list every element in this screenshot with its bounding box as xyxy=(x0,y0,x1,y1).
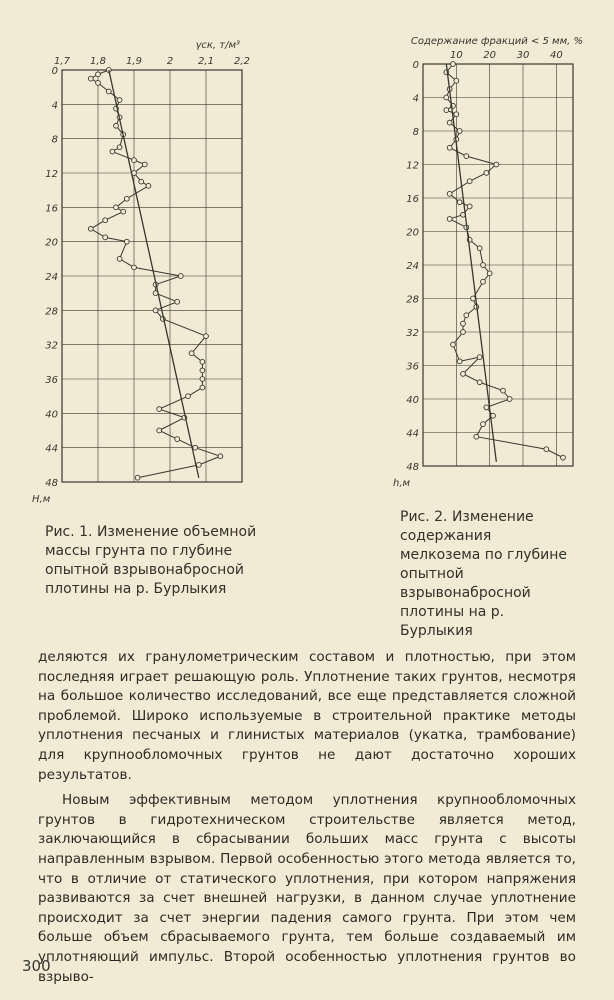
data-point xyxy=(200,377,205,382)
data-point xyxy=(481,422,486,427)
data-point xyxy=(121,209,126,214)
y-tick-label: 40 xyxy=(45,409,58,421)
y-tick-label: 0 xyxy=(412,60,419,71)
data-point xyxy=(153,308,158,313)
data-point xyxy=(464,154,469,159)
data-point xyxy=(457,129,462,134)
y-tick-label: 8 xyxy=(412,127,419,138)
data-point xyxy=(157,428,162,433)
data-point xyxy=(178,274,183,279)
body-text xyxy=(38,648,576,987)
data-point xyxy=(114,123,119,128)
data-point xyxy=(501,388,506,393)
chart-1 xyxy=(20,30,260,510)
x-axis-label: γск, т/м³ xyxy=(195,40,240,51)
x-tick-label: 20 xyxy=(483,50,497,61)
data-point xyxy=(135,475,140,480)
figure-2-caption: Рис. 2. Изменение содержания мелкозема по глубине опытной взрывонабросной плотины на р. Бурлыкия xyxy=(400,509,568,639)
y-tick-label: 0 xyxy=(51,66,58,77)
data-point xyxy=(477,355,482,360)
x-tick-label: 2,1 xyxy=(198,56,214,67)
y-tick-label: 36 xyxy=(45,375,58,386)
data-point xyxy=(447,120,452,125)
data-point xyxy=(200,385,205,390)
data-point xyxy=(454,112,459,117)
data-point xyxy=(106,89,111,94)
x-tick-label: 1,9 xyxy=(126,56,142,67)
data-point xyxy=(464,313,469,318)
y-tick-label: 48 xyxy=(406,462,419,473)
measured-series-line xyxy=(446,64,563,458)
y-tick-label: 16 xyxy=(406,194,419,205)
data-point xyxy=(487,271,492,276)
paragraph-1: деляются их гранулометрическим составом и плотностью, при этом последняя играет решающую роль. Уплотнение таких грунтов, несмотря на большое количество исследований, все еще представляется сложной проблемой. Широко используемые в строительной практике методы уплотнения песчаных и глинистых материалов (укатка, трамбование) для крупнообломочных грунтов не дают достаточно хороших результатов. xyxy=(38,649,576,783)
y-tick-label: 40 xyxy=(406,395,419,406)
paragraph-2: Новым эффективным методом уплотнения крупнообломочных грунтов в гидротехническом строительстве является метод, заключающийся в сбрасывании больших масс грунта с высоты направленным взрывом. Первой особенностью этого метода является то, что в отличие от статического уплотнения, при котором напряжения развиваются за счет внешней нагрузки, в данном случае уплотнение происходит за счет энергии падения самого грунта. При этом чем больше объем сбрасываемого грунта, тем больше создаваемый им уплотняющий импульс. Второй особенностью уплотнения грунтов во взрыво- xyxy=(38,792,576,985)
data-point xyxy=(507,397,512,402)
data-point xyxy=(103,218,108,223)
data-point xyxy=(193,445,198,450)
page-number: 300 xyxy=(22,957,51,975)
y-tick-label: 32 xyxy=(406,328,419,339)
data-point xyxy=(88,226,93,231)
data-point xyxy=(447,145,452,150)
data-point xyxy=(114,205,119,210)
data-point xyxy=(175,299,180,304)
data-point xyxy=(204,334,209,339)
data-point xyxy=(110,149,115,154)
data-point xyxy=(477,246,482,251)
data-point xyxy=(471,296,476,301)
data-point xyxy=(157,407,162,412)
data-point xyxy=(175,437,180,442)
data-point xyxy=(103,235,108,240)
data-point xyxy=(88,76,93,81)
data-point xyxy=(186,394,191,399)
data-point xyxy=(484,405,489,410)
data-point xyxy=(454,78,459,83)
data-point xyxy=(481,263,486,268)
data-point xyxy=(117,145,122,150)
chart-title: Содержание фракций < 5 мм, % xyxy=(410,36,583,47)
y-tick-label: 24 xyxy=(45,272,58,283)
y-tick-label: 4 xyxy=(412,93,419,105)
trend-line xyxy=(446,64,496,462)
x-tick-label: 2 xyxy=(166,56,174,67)
y-tick-label: 44 xyxy=(45,443,58,455)
data-point xyxy=(142,162,147,167)
measured-series-line xyxy=(91,70,221,478)
y-tick-label: 20 xyxy=(406,227,419,239)
x-tick-label: 40 xyxy=(549,50,563,61)
data-point xyxy=(124,196,129,201)
y-axis-label: Н,м xyxy=(32,494,51,505)
y-tick-label: 16 xyxy=(45,203,58,215)
data-point xyxy=(544,447,549,452)
data-point xyxy=(467,179,472,184)
data-point xyxy=(146,183,151,188)
y-tick-label: 48 xyxy=(45,478,58,489)
data-point xyxy=(132,158,137,163)
y-tick-label: 36 xyxy=(406,361,419,373)
data-point xyxy=(444,108,449,113)
y-tick-label: 8 xyxy=(51,134,58,146)
data-point xyxy=(474,434,479,439)
data-point xyxy=(189,351,194,356)
data-point xyxy=(117,256,122,261)
data-point xyxy=(447,217,452,222)
data-point xyxy=(96,80,101,85)
data-point xyxy=(561,455,566,460)
figure-1-caption: Рис. 1. Изменение объемной массы грунта по глубине опытной взрывонабросной плотины на р. Бурлыкия xyxy=(45,524,257,597)
y-tick-label: 24 xyxy=(406,261,419,272)
data-point xyxy=(124,239,129,244)
y-tick-label: 28 xyxy=(45,306,58,318)
data-point xyxy=(494,162,499,167)
data-point xyxy=(481,279,486,284)
data-point xyxy=(451,62,456,67)
x-tick-label: 2,2 xyxy=(234,56,250,67)
data-point xyxy=(196,462,201,467)
y-tick-label: 28 xyxy=(406,294,419,306)
figure-1 xyxy=(20,30,260,510)
figure-2 xyxy=(395,30,590,490)
y-tick-label: 44 xyxy=(406,428,419,440)
x-tick-label: 30 xyxy=(516,50,530,61)
chart-2 xyxy=(395,30,590,490)
x-tick-label: 1,7 xyxy=(54,56,70,67)
data-point xyxy=(461,321,466,326)
data-point xyxy=(132,265,137,270)
data-point xyxy=(117,98,122,103)
x-tick-label: 1,8 xyxy=(90,56,106,67)
data-point xyxy=(451,342,456,347)
data-point xyxy=(461,330,466,335)
data-point xyxy=(484,170,489,175)
y-tick-label: 12 xyxy=(45,169,58,180)
data-point xyxy=(477,380,482,385)
y-tick-label: 12 xyxy=(406,160,419,172)
data-point xyxy=(457,359,462,364)
y-axis-label: h,м xyxy=(393,478,411,489)
y-tick-label: 32 xyxy=(45,340,58,352)
data-point xyxy=(457,200,462,205)
data-point xyxy=(444,95,449,100)
trend-line xyxy=(109,70,199,478)
data-point xyxy=(96,72,101,77)
data-point xyxy=(218,454,223,459)
data-point xyxy=(461,371,466,376)
data-point xyxy=(200,368,205,373)
data-point xyxy=(139,179,144,184)
y-tick-label: 4 xyxy=(51,100,58,112)
data-point xyxy=(467,204,472,209)
x-tick-label: 10 xyxy=(449,50,463,61)
data-point xyxy=(200,359,205,364)
data-point xyxy=(447,191,452,196)
y-tick-label: 20 xyxy=(45,237,58,249)
